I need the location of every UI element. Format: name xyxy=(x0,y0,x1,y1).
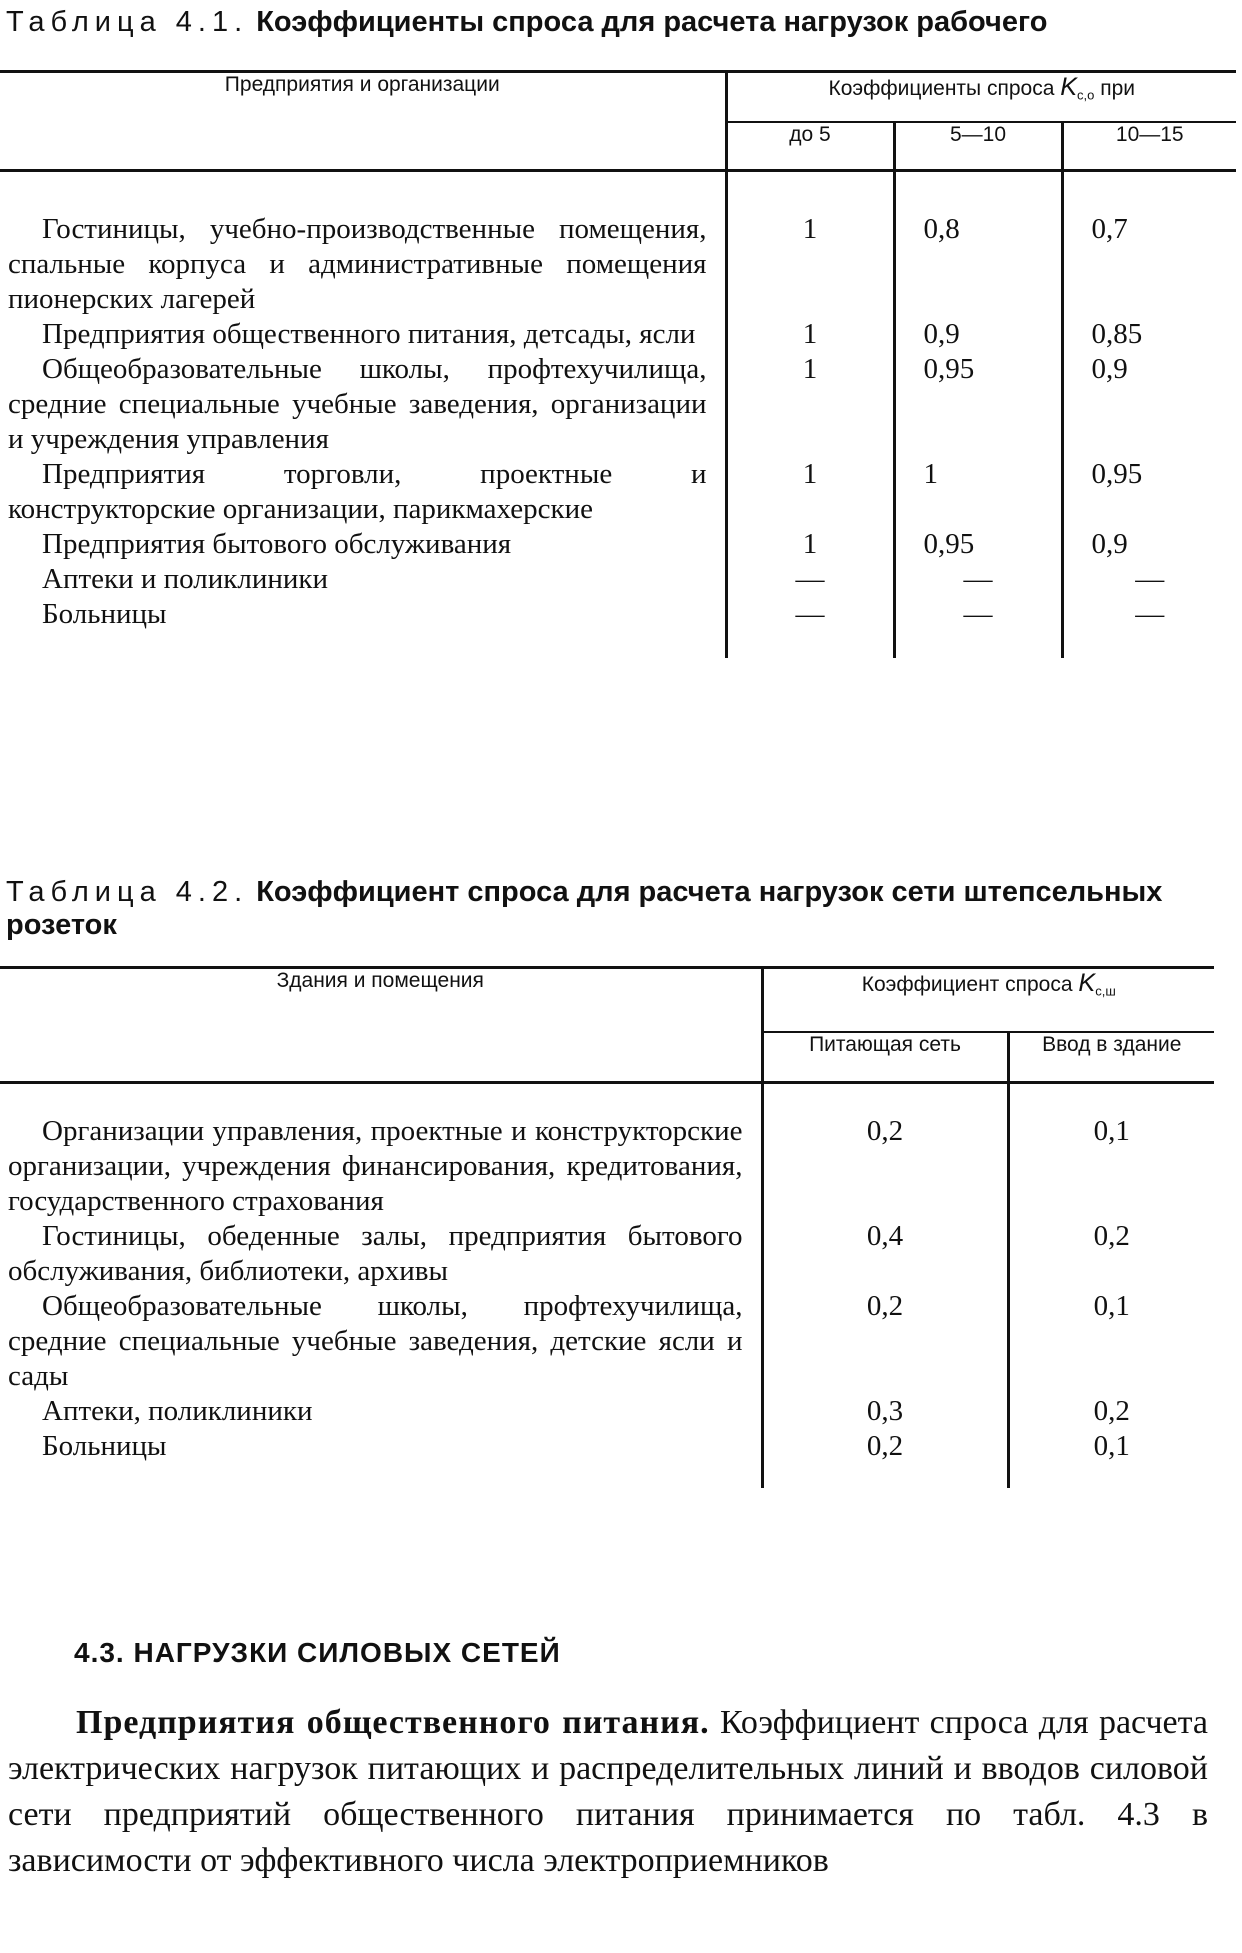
table1-subcol-3: 10—15 xyxy=(1062,122,1236,171)
table2-header-bld: Здания и помещения xyxy=(0,968,762,1083)
table2-row-5-name: Больницы xyxy=(42,1430,167,1462)
table2-row-2-v1: 0,4 xyxy=(762,1219,1008,1289)
table1-row-name xyxy=(0,457,726,527)
table1-row-5-name: Предприятия бытового обслуживания xyxy=(42,528,512,560)
table1-header-group-text: Коэффициенты спроса xyxy=(828,77,1061,100)
table1-row-2-v3: 0,85 xyxy=(1091,318,1143,350)
table2-label: Таблица 4.2. xyxy=(6,876,249,908)
table1-subcol-1: до 5 xyxy=(726,122,894,171)
table1-row-2-v2: 0,9 xyxy=(894,317,1062,352)
table1-row-name xyxy=(0,352,726,457)
table2-row-1-v1: 0,2 xyxy=(762,1083,1008,1220)
table1-row-7-name: Больницы xyxy=(42,598,167,630)
table1-row-1-v2: 0,8 xyxy=(894,171,1062,318)
table1-row-name xyxy=(0,171,726,318)
table2-subcol-1: Питающая сеть xyxy=(762,1032,1008,1083)
table1-row-2-name: Предприятия общественного питания, детсады, ясли xyxy=(42,318,696,350)
table1-row-3-v1: 1 xyxy=(726,352,894,457)
table2-row-name xyxy=(0,1289,762,1394)
table2-row-name xyxy=(0,1083,762,1220)
table1-row-name xyxy=(0,597,726,658)
table2-row-name xyxy=(0,1394,762,1429)
table1-row-6-v3: — xyxy=(1135,563,1165,595)
table1-header-k-sub: с,о xyxy=(1077,87,1095,103)
table1-header-org: Предприятия и организации xyxy=(0,72,726,171)
table1-subcol-2: 5—10 xyxy=(894,122,1062,171)
table2 xyxy=(0,966,1214,1488)
table2-row-name xyxy=(0,1219,762,1289)
table2-row-5-v1: 0,2 xyxy=(762,1429,1008,1488)
table1-row-name xyxy=(0,317,726,352)
table1-row-2-v1: 1 xyxy=(726,317,894,352)
table1-row-7-v2: — xyxy=(894,597,1062,658)
table2-row-4-v1: 0,3 xyxy=(762,1394,1008,1429)
table1-row-6-v2: — xyxy=(894,562,1062,597)
section-paragraph xyxy=(8,1700,1208,1884)
table1-row-4-v3: 0,95 xyxy=(1091,458,1143,490)
table2-row-name xyxy=(0,1429,762,1488)
table1-row-5-v2: 0,95 xyxy=(894,527,1062,562)
table2-row-1-v2: 0,1 xyxy=(1093,1115,1130,1147)
table2-header-k: K xyxy=(1078,969,1096,997)
table1 xyxy=(0,70,1236,658)
table2-row-2-v2: 0,2 xyxy=(1093,1220,1130,1252)
table2-title: Коэффициент спроса для расчета нагрузок сети штепсельных розеток xyxy=(6,876,1163,941)
table1-row-3-v3: 0,9 xyxy=(1091,353,1128,385)
table2-row-5-v2: 0,1 xyxy=(1093,1430,1130,1462)
table1-row-7-v3: — xyxy=(1135,598,1165,630)
table1-row-6-v1: — xyxy=(726,562,894,597)
table2-row-4-v2: 0,2 xyxy=(1093,1395,1130,1427)
table1-header-group-post: при xyxy=(1094,77,1136,100)
table1-row-3-name: Общеобразовательные школы, профтехучилища, средние специальные учебные заведения, организации и учреждения управления xyxy=(8,353,707,455)
table2-row-2-name: Гостиницы, обеденные залы, предприятия бытового обслуживания, библиотеки, архивы xyxy=(8,1220,743,1287)
table1-header-group xyxy=(726,72,1236,123)
table1-row-1-name: Гостиницы, учебно-производственные помещения, спальные корпуса и административные помещения пионерских лагерей xyxy=(8,213,707,315)
section-title: 4.3. НАГРУЗКИ СИЛОВЫХ СЕТЕЙ xyxy=(74,1637,561,1668)
paragraph-lead: Предприятия общественного питания. xyxy=(76,1704,710,1741)
table2-row-3-v1: 0,2 xyxy=(762,1289,1008,1394)
table1-row-1-v3: 0,7 xyxy=(1091,213,1128,245)
table2-header-group xyxy=(762,968,1214,1033)
table1-row-4-name: Предприятия торговли, проектные и конструкторские организации, парикмахерские xyxy=(8,458,707,525)
table1-row-1-v1: 1 xyxy=(726,171,894,318)
table2-header-group-text: Коэффициент спроса xyxy=(861,973,1079,996)
table1-row-5-v1: 1 xyxy=(726,527,894,562)
table1-caption xyxy=(6,6,1047,39)
table1-row-4-v2: 1 xyxy=(894,457,1062,527)
table2-row-4-name: Аптеки, поликлиники xyxy=(42,1395,313,1427)
table2-row-3-name: Общеобразовательные школы, профтехучилища, средние специальные учебные заведения, детские ясли и сады xyxy=(8,1290,743,1392)
table1-title: Коэффициенты спроса для расчета нагрузок рабочего xyxy=(256,6,1048,38)
table1-row-5-v3: 0,9 xyxy=(1091,528,1128,560)
table1-row-6-name: Аптеки и поликлиники xyxy=(42,563,328,595)
table1-header-k: K xyxy=(1060,73,1078,101)
table1-row-name xyxy=(0,527,726,562)
table1-row-4-v1: 1 xyxy=(726,457,894,527)
table2-subcol-2: Ввод в здание xyxy=(1008,1032,1214,1083)
table1-row-name xyxy=(0,562,726,597)
table2-row-3-v2: 0,1 xyxy=(1093,1290,1130,1322)
table1-label: Таблица 4.1. xyxy=(6,6,249,38)
table2-header-k-sub: с,ш xyxy=(1095,983,1116,999)
table1-row-3-v2: 0,95 xyxy=(894,352,1062,457)
table1-row-7-v1: — xyxy=(726,597,894,658)
table2-caption xyxy=(6,876,1166,942)
paragraph-text: Коэффициент спроса для расчета электрических нагрузок питающих и распределительных линий и вводов силовой сети предприятий общественного питания принимается по табл. 4.3 в зависимости от эффективного числа электроприемников xyxy=(8,1704,1209,1879)
table2-row-1-name: Организации управления, проектные и конструкторские организации, учреждения финансирования, кредитования, государственного страхования xyxy=(8,1115,743,1217)
